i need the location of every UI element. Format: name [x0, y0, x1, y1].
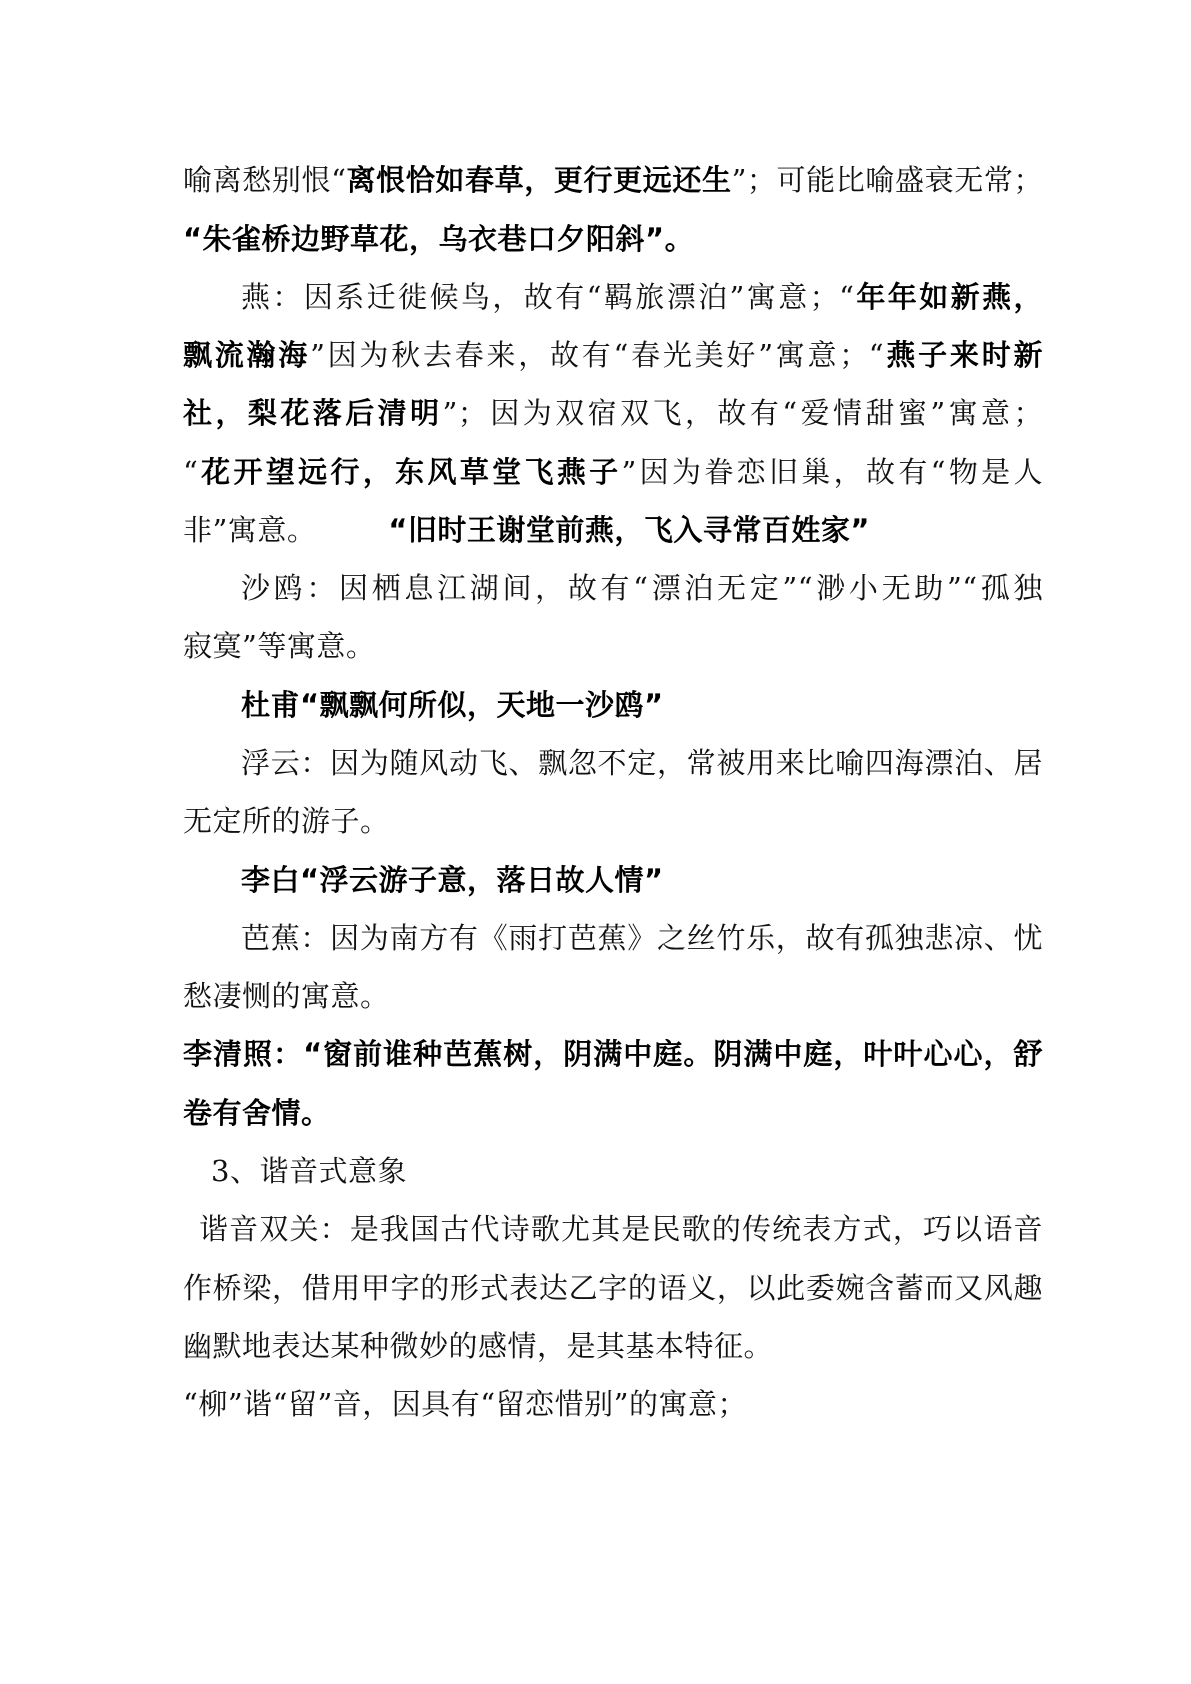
text-line — [183, 1268, 1043, 1308]
regular-text: ”因为眷恋旧巢，故有“物是人 — [621, 455, 1043, 489]
regular-text: 3、谐音式意象 — [211, 1154, 407, 1188]
text-line — [183, 452, 1043, 492]
regular-text: 无定所的游子。 — [183, 804, 390, 838]
text-line — [183, 685, 1043, 725]
bold-text: 花开望远行，东风草堂飞燕子 — [198, 455, 622, 489]
regular-text: 燕：因系迁徙候鸟，故有“羁旅漂泊”寓意；“ — [241, 280, 855, 314]
bold-text: 年年如新燕， — [854, 280, 1043, 314]
text-line — [183, 918, 1043, 958]
bold-text: 燕子来时新 — [884, 338, 1043, 372]
regular-text: ”因为秋去春来，故有“春光美好”寓意；“ — [310, 338, 885, 372]
text-line — [183, 1209, 1043, 1249]
text-line — [183, 1093, 1043, 1133]
text-line — [183, 860, 1043, 900]
regular-text: 喻离愁别恨“ — [183, 163, 347, 197]
bold-text: “旧时王谢堂前燕，飞入寻常百姓家” — [388, 513, 870, 547]
text-line — [183, 568, 1043, 608]
regular-text: ”；因为双宿双飞，故有“爱情甜蜜”寓意； — [442, 396, 1043, 430]
text-line — [183, 1034, 1043, 1074]
regular-text: “ — [183, 455, 199, 489]
bold-text: 离恨恰如春草，更行更远还生 — [346, 163, 732, 197]
regular-text: 幽默地表达某种微妙的感情，是其基本特征。 — [183, 1329, 774, 1363]
bold-text: 杜甫“飘飘何所似，天地一沙鸥” — [241, 688, 664, 722]
regular-text: “柳”谐“留”音，因具有“留恋惜别”的寓意； — [183, 1387, 747, 1421]
text-line — [183, 626, 1043, 666]
regular-text: 浮云：因为随风动飞、飘忽不定，常被用来比喻四海漂泊、居 — [241, 746, 1043, 780]
text-line — [183, 219, 1043, 259]
bold-text: “朱雀桥边野草花，乌衣巷口夕阳斜”。 — [183, 222, 695, 256]
bold-text: 飘流瀚海 — [183, 338, 311, 372]
text-line — [183, 510, 1043, 550]
text-line — [183, 1326, 1043, 1366]
regular-text: 愁凄恻的寓意。 — [183, 979, 390, 1013]
bold-text: 社，梨花落后清明 — [183, 396, 443, 430]
text-line — [183, 801, 1043, 841]
bold-text: 李清照：“窗前谁种芭蕉树，阴满中庭。阴满中庭，叶叶心心，舒 — [183, 1037, 1043, 1071]
regular-text: 非”寓意。 — [183, 513, 317, 547]
bold-text: 李白“浮云游子意，落日故人情” — [241, 863, 664, 897]
regular-text: ”；可能比喻盛衰无常； — [731, 163, 1043, 197]
regular-text: 作桥梁，借用甲字的形式表达乙字的语义，以此委婉含蓄而又风趣 — [183, 1271, 1043, 1305]
text-line — [183, 743, 1043, 783]
text-line — [183, 277, 1043, 317]
text-line — [183, 160, 1043, 200]
text-line — [183, 393, 1043, 433]
regular-text: 谐音双关：是我国古代诗歌尤其是民歌的传统表方式，巧以语音 — [199, 1212, 1043, 1246]
regular-text: 寂寞”等寓意。 — [183, 629, 376, 663]
section-heading — [183, 1151, 1043, 1191]
text-line — [183, 335, 1043, 375]
text-line — [183, 1384, 1043, 1424]
regular-text: 芭蕉：因为南方有《雨打芭蕉》之丝竹乐，故有孤独悲凉、忧 — [241, 921, 1043, 955]
bold-text: 卷有舍情。 — [183, 1096, 331, 1130]
text-line — [183, 976, 1043, 1016]
regular-text: 沙鸥：因栖息江湖间，故有“漂泊无定”“渺小无助”“孤独 — [241, 571, 1043, 605]
